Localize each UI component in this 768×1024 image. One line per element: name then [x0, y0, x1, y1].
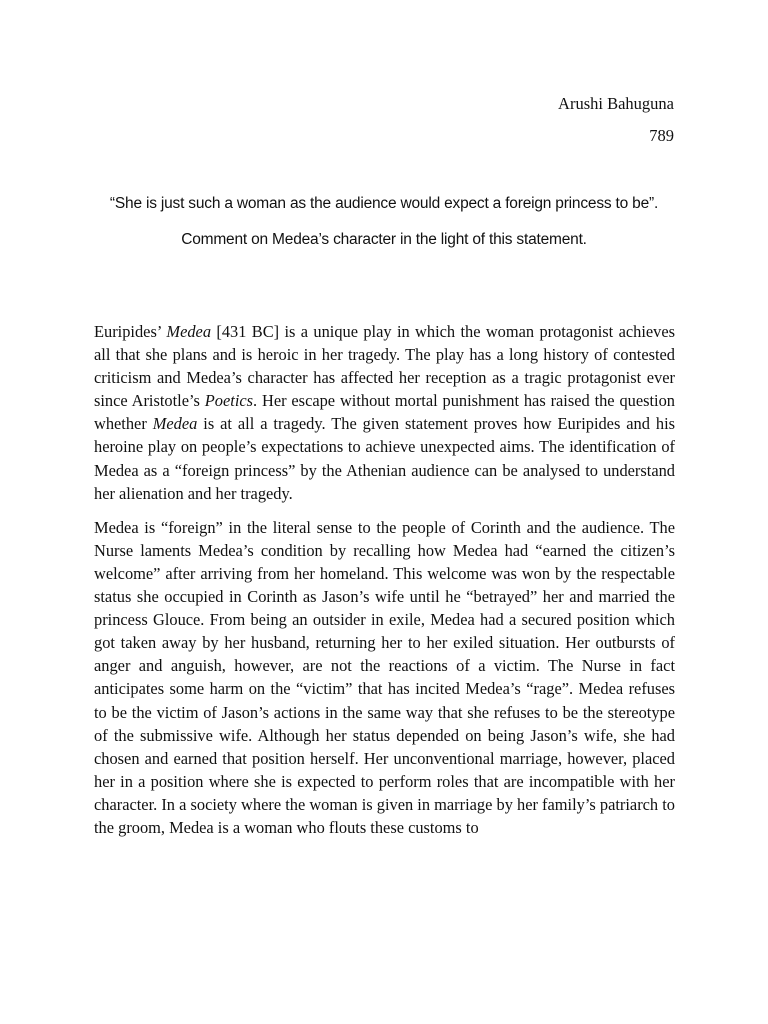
paragraph-1	[94, 320, 675, 505]
paragraph-1-text: [431 BC] is a unique play in which the woman protagonist achieves all that she plans and is heroic in her tragedy. The play has a long history of contested criticism and Medea’s character has affected her reception as a tragic protagonist ever since Aristotle’s	[94, 322, 675, 411]
play-title-medea: Medea	[166, 322, 212, 341]
title-instruction: Comment on Medea’s character in the light of this statement.	[181, 231, 587, 248]
essay-title	[94, 193, 674, 265]
roll-number: 789	[649, 126, 674, 145]
paragraph-1-text: . Her escape without mortal punishment has raised the question whether	[94, 391, 675, 434]
paragraph-1-text: is at all a tragedy. The given statement proves how Euripides and his heroine play on people’s expectations to achieve unexpected aims. The identification of Medea as a “foreign princess” by the Athenian audience can be analysed to understand her alienation and her tragedy.	[94, 414, 675, 503]
author-block	[558, 88, 674, 152]
play-title-medea: Medea	[152, 414, 198, 434]
author-name: Arushi Bahuguna	[558, 94, 674, 113]
paragraph-1-text: Euripides’	[94, 322, 167, 341]
paragraph-2: Medea is “foreign” in the literal sense to the people of Corinth and the audience. The Nurse laments Medea’s condition by recalling how Medea had “earned the citizen’s welcome” after arriving from her homeland. This welcome was won by the respectable status she occupied in Corinth as Jason’s wife until he “betrayed” her and married the princess Glouce. From being an outsider in exile, Medea had a secured position which got taken away by her husband, returning her to her exiled situation. Her outbursts of anger and anguish, however, are not the reactions of a victim. The Nurse in fact anticipates some harm on the “victim” that has incited Medea’s “rage”. Medea refuses to be the victim of Jason’s actions in the same way that she refuses to be the stereotype of the submissive wife. Although her status depended on being Jason’s wife, she had chosen and earned that position herself. Her unconventional marriage, however, placed her in a position where she is expected to perform roles that are incompatible with her character. In a society where the woman is given in marriage by her family’s patriarch to the groom, Medea is a woman who flouts these customs to	[94, 517, 675, 837]
title-quote: “She is just such a woman as the audience would expect a foreign princess to be”.	[109, 195, 659, 212]
work-title-poetics: Poetics	[204, 391, 254, 411]
essay-body	[94, 320, 675, 850]
